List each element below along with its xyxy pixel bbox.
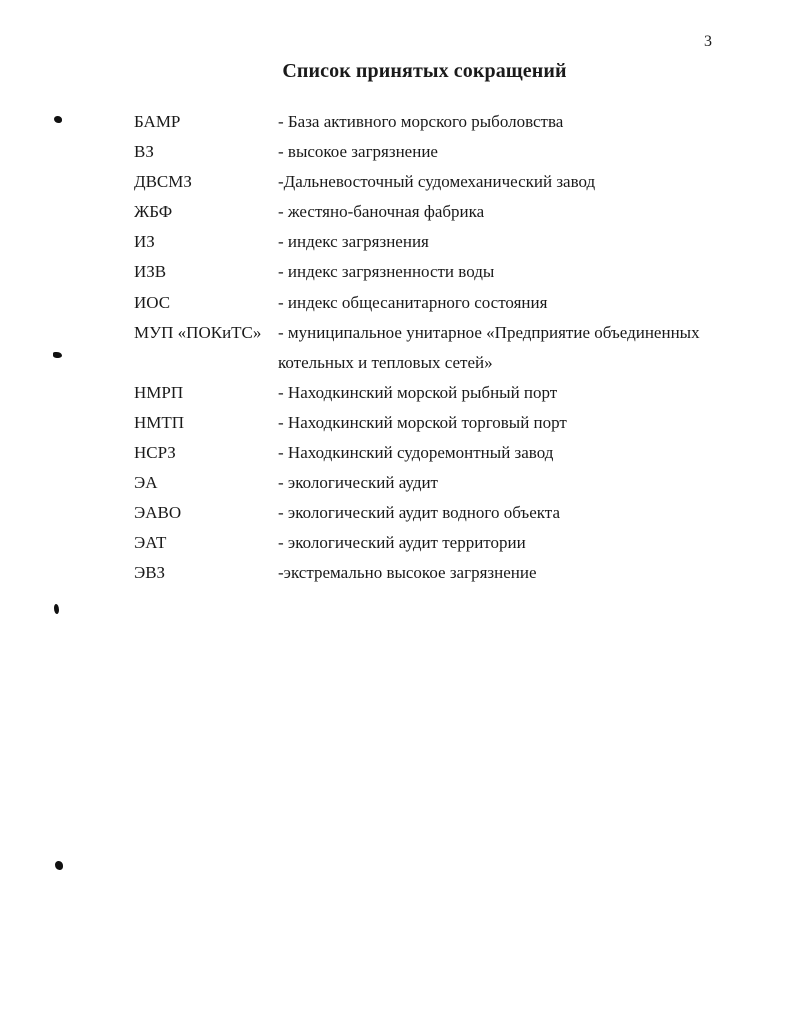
abbreviation-list — [134, 107, 734, 589]
abbreviation-term: ДВСМЗ — [134, 172, 192, 192]
abbreviation-row — [134, 408, 734, 438]
abbreviation-row — [134, 257, 734, 287]
abbreviation-definition: - индекс загрязнения — [278, 232, 429, 252]
abbreviation-term: ЭАТ — [134, 533, 167, 553]
abbreviation-definition: - Находкинский морской торговый порт — [278, 412, 567, 432]
abbreviation-row — [134, 227, 734, 257]
abbreviation-term: ЖБФ — [134, 202, 173, 222]
abbreviation-definition: - индекс общесанитарного состояния — [278, 292, 548, 312]
abbreviation-term: ЭАВО — [134, 503, 182, 523]
abbreviation-term: ЭВЗ — [134, 563, 166, 583]
binding-hole-mark — [55, 861, 63, 870]
abbreviation-term: НСРЗ — [134, 443, 176, 463]
abbreviation-definition: - База активного морского рыболовства — [278, 112, 564, 131]
abbreviation-term: ВЗ — [134, 142, 154, 162]
abbreviation-term: БАМР — [134, 112, 181, 131]
abbreviation-definition: - жестяно-баночная фабрика — [278, 202, 485, 222]
abbreviation-row — [134, 167, 734, 197]
abbreviation-term: ИЗ — [134, 232, 155, 252]
abbreviation-definition: -экстремально высокое загрязнение — [278, 563, 537, 583]
abbreviation-row — [134, 528, 734, 558]
page-number: 3 — [704, 33, 712, 50]
abbreviation-row — [134, 558, 734, 588]
abbreviation-term: ИОС — [134, 292, 171, 312]
abbreviation-definition: - высокое загрязнение — [278, 142, 438, 162]
abbreviation-term: НМТП — [134, 412, 185, 432]
abbreviation-definition: -Дальневосточный судомеханический завод — [278, 172, 596, 192]
binding-hole-mark — [53, 352, 62, 358]
abbreviation-row — [134, 378, 734, 408]
abbreviation-row — [134, 498, 734, 528]
abbreviation-definition: - экологический аудит — [278, 473, 438, 493]
abbreviation-term: НМРП — [134, 382, 184, 402]
abbreviation-row — [134, 197, 734, 227]
binding-hole-mark — [54, 604, 59, 614]
abbreviation-term: ИЗВ — [134, 262, 167, 282]
abbreviation-row — [134, 468, 734, 498]
abbreviation-term: ЭА — [134, 473, 158, 493]
abbreviation-row — [134, 137, 734, 167]
abbreviation-definition: - индекс загрязненности воды — [278, 262, 495, 282]
page-title: Список принятых сокращений — [282, 60, 567, 82]
abbreviation-row — [134, 318, 734, 378]
abbreviation-definition: - Находкинский морской рыбный порт — [278, 382, 558, 402]
abbreviation-term: МУП «ПОКиТС» — [134, 322, 262, 342]
abbreviation-definition: - муниципальное унитарное «Предприятие объединенных котельных и тепловых сетей» — [278, 322, 700, 372]
abbreviation-definition: - Находкинский судоремонтный завод — [278, 443, 554, 463]
abbreviation-definition: - экологический аудит территории — [278, 533, 526, 553]
abbreviation-row — [134, 107, 734, 137]
binding-hole-mark — [54, 116, 62, 123]
abbreviation-definition: - экологический аудит водного объекта — [278, 503, 560, 523]
abbreviation-row — [134, 438, 734, 468]
abbreviation-row — [134, 288, 734, 318]
